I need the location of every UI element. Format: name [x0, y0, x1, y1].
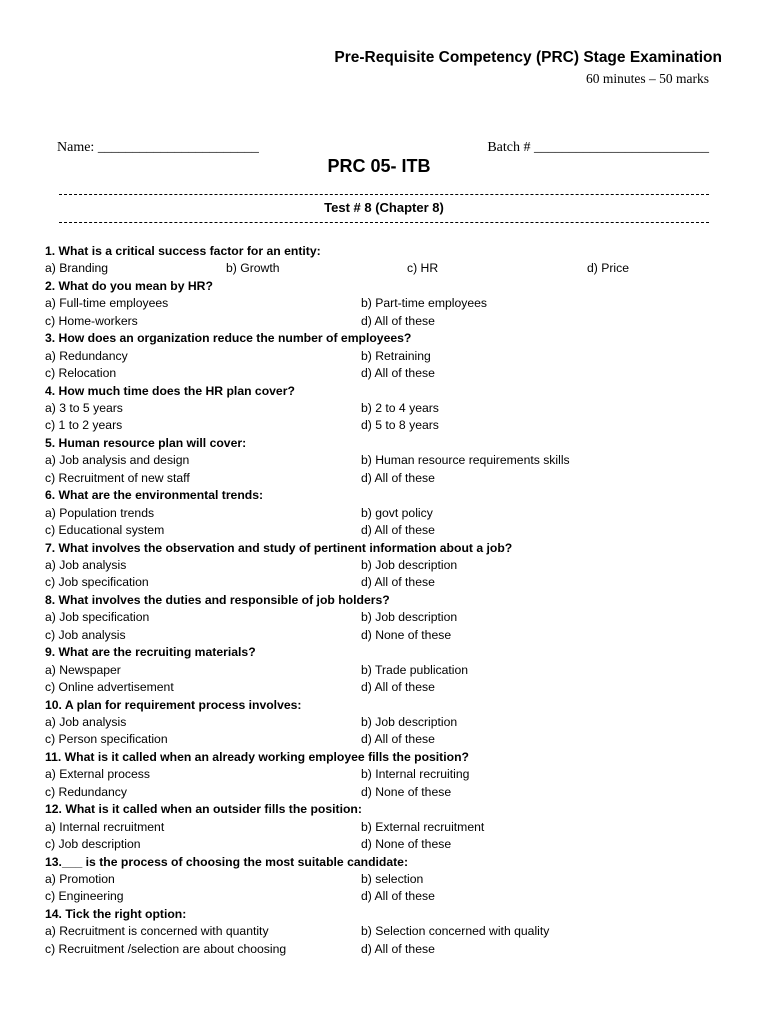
options-row [45, 400, 725, 417]
question-4 [45, 383, 725, 435]
question-text: 5. Human resource plan will cover: [45, 435, 247, 450]
option-d: d) All of these [361, 470, 435, 485]
options-row [45, 470, 725, 487]
question-text: 13.___ is the process of choosing the most suitable candidate: [45, 854, 409, 869]
option-b: b) External recruitment [361, 819, 485, 834]
options-row [45, 365, 725, 382]
question-list [45, 243, 725, 958]
question-11 [45, 749, 725, 801]
option-b: b) Part-time employees [361, 296, 487, 311]
options-row [45, 923, 725, 940]
question-text: 4. How much time does the HR plan cover? [45, 383, 295, 398]
question-7 [45, 540, 725, 592]
batch-field: Batch # _________________________ [487, 140, 709, 155]
question-text: 8. What involves the duties and responsible of job holders? [45, 592, 390, 607]
option-c: c) Job specification [45, 575, 149, 590]
option-c: c) Recruitment of new staff [45, 470, 190, 485]
option-d: d) 5 to 8 years [361, 418, 439, 433]
options-row [45, 627, 725, 644]
question-5 [45, 435, 725, 487]
name-field: Name: _______________________ [57, 140, 259, 155]
options-row [45, 714, 725, 731]
options-row [45, 609, 725, 626]
course-title: PRC 05- ITB [327, 156, 431, 176]
question-6 [45, 487, 725, 539]
options-row [45, 941, 725, 958]
option-c: c) HR [407, 261, 439, 276]
divider-top [59, 194, 709, 195]
question-text: 11. What is it called when an already working employee fills the position? [45, 749, 469, 764]
question-text: 10. A plan for requirement process involves: [45, 697, 302, 712]
option-d: d) None of these [361, 627, 452, 642]
option-b: b) Selection concerned with quality [361, 924, 550, 939]
question-9 [45, 644, 725, 696]
option-a: a) Job analysis [45, 714, 127, 729]
option-a: a) Job analysis [45, 557, 127, 572]
option-c: c) Person specification [45, 732, 168, 747]
question-text: 2. What do you mean by HR? [45, 278, 213, 293]
option-c: c) Relocation [45, 366, 117, 381]
option-b: b) Growth [226, 261, 280, 276]
option-d: d) All of these [361, 732, 435, 747]
options-row [45, 662, 725, 679]
option-b: b) Job description [361, 714, 458, 729]
option-d: d) All of these [361, 313, 435, 328]
question-1 [45, 243, 725, 278]
option-b: b) Trade publication [361, 662, 469, 677]
options-row [45, 522, 725, 539]
question-3 [45, 330, 725, 382]
option-c: c) Job analysis [45, 627, 126, 642]
question-text: 6. What are the environmental trends: [45, 488, 264, 503]
options-row [45, 871, 725, 888]
options-row [45, 766, 725, 783]
option-c: c) Recruitment /selection are about choosing [45, 941, 287, 956]
options-row [45, 260, 725, 277]
question-text: 9. What are the recruiting materials? [45, 645, 256, 660]
option-b: b) Job description [361, 610, 458, 625]
option-a: a) External process [45, 767, 150, 782]
option-d: d) All of these [361, 575, 435, 590]
option-a: a) Branding [45, 261, 109, 276]
option-b: b) Job description [361, 557, 458, 572]
option-d: d) All of these [361, 523, 435, 538]
option-b: b) govt policy [361, 505, 433, 520]
question-2 [45, 278, 725, 330]
options-row [45, 417, 725, 434]
exam-duration-marks: 60 minutes – 50 marks [586, 71, 709, 86]
option-a: a) Redundancy [45, 348, 128, 363]
option-c: c) Educational system [45, 523, 165, 538]
option-d: d) All of these [361, 941, 435, 956]
option-d: d) All of these [361, 366, 435, 381]
option-d: d) None of these [361, 784, 452, 799]
option-b: b) Human resource requirements skills [361, 453, 570, 468]
option-c: c) Job description [45, 837, 141, 852]
option-c: c) 1 to 2 years [45, 418, 123, 433]
option-a: a) Job analysis and design [45, 453, 190, 468]
option-a: a) Newspaper [45, 662, 121, 677]
option-a: a) Full-time employees [45, 296, 169, 311]
option-d: d) Price [587, 261, 629, 276]
question-text: 1. What is a critical success factor for an entity: [45, 244, 321, 258]
options-row [45, 836, 725, 853]
options-row [45, 819, 725, 836]
question-13 [45, 854, 725, 906]
divider-bottom [59, 222, 709, 223]
option-b: b) Internal recruiting [361, 767, 470, 782]
options-row [45, 679, 725, 696]
option-c: c) Redundancy [45, 784, 127, 799]
options-row [45, 505, 725, 522]
option-a: a) Internal recruitment [45, 819, 165, 834]
question-text: 7. What involves the observation and study of pertinent information about a job? [45, 540, 513, 555]
option-b: b) Retraining [361, 348, 431, 363]
exam-title: Pre-Requisite Competency (PRC) Stage Examination [334, 49, 722, 66]
options-row [45, 574, 725, 591]
question-8 [45, 592, 725, 644]
question-text: 12. What is it called when an outsider fills the position: [45, 802, 362, 817]
options-row [45, 731, 725, 748]
option-d: d) All of these [361, 889, 435, 904]
options-row [45, 452, 725, 469]
test-title: Test # 8 (Chapter 8) [324, 200, 444, 215]
question-text: 3. How does an organization reduce the number of employees? [45, 331, 412, 346]
option-a: a) 3 to 5 years [45, 401, 123, 415]
options-row [45, 784, 725, 801]
option-a: a) Promotion [45, 871, 115, 886]
option-d: d) None of these [361, 837, 452, 852]
question-text: 14. Tick the right option: [45, 906, 187, 921]
option-c: c) Home-workers [45, 313, 138, 328]
option-a: a) Recruitment is concerned with quantity [45, 924, 269, 939]
options-row [45, 295, 725, 312]
option-b: b) selection [361, 871, 424, 886]
option-d: d) All of these [361, 680, 435, 695]
option-a: a) Job specification [45, 610, 150, 625]
options-row [45, 313, 725, 330]
question-14 [45, 906, 725, 958]
option-c: c) Online advertisement [45, 680, 174, 695]
question-10 [45, 697, 725, 749]
options-row [45, 557, 725, 574]
option-b: b) 2 to 4 years [361, 401, 439, 415]
question-12 [45, 801, 725, 853]
options-row [45, 888, 725, 905]
options-row [45, 348, 725, 365]
option-a: a) Population trends [45, 505, 155, 520]
option-c: c) Engineering [45, 889, 124, 904]
